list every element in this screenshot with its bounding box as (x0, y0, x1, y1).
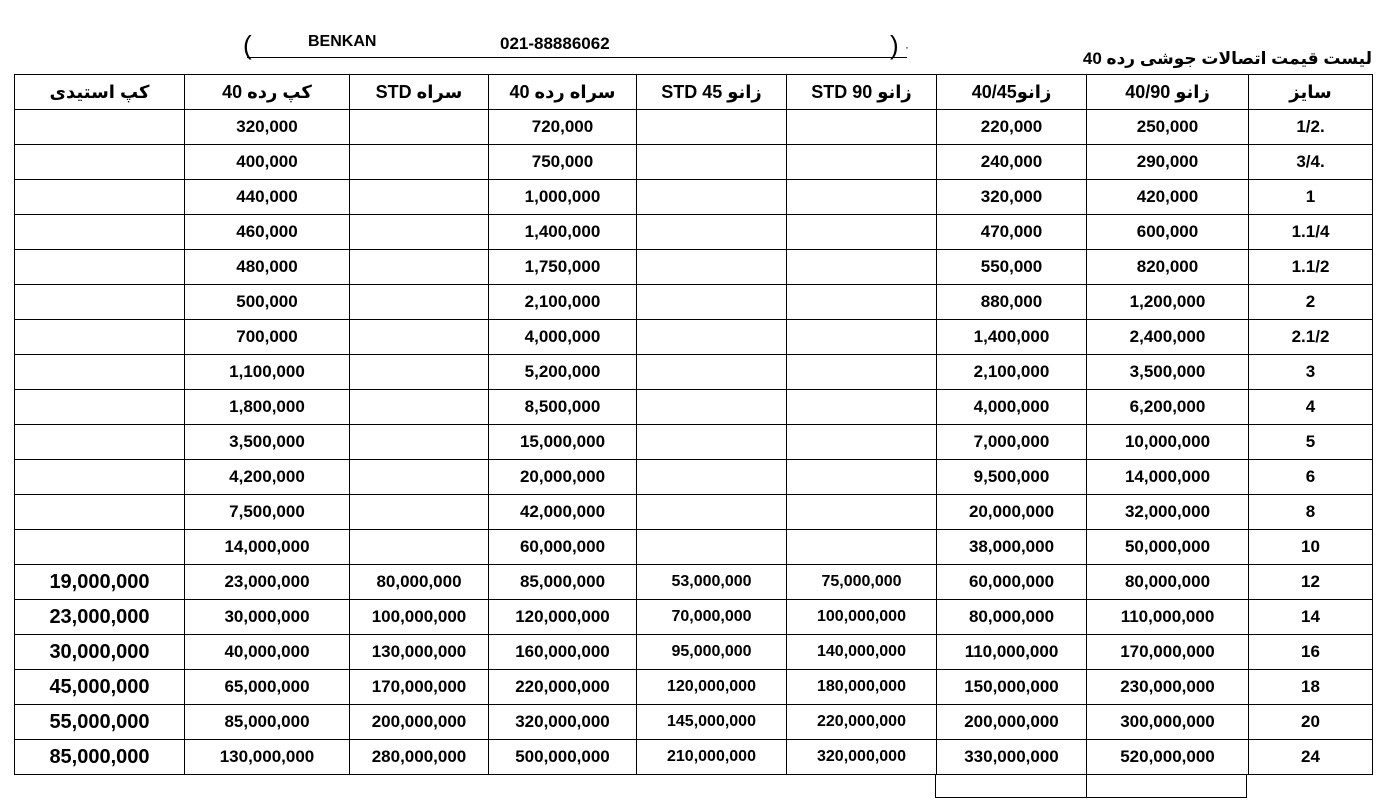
price-cell: 200,000,000 (937, 705, 1087, 740)
price-cell: 170,000,000 (350, 670, 489, 705)
price-cell: 700,000 (185, 320, 350, 355)
price-cell: 1,200,000 (1087, 285, 1249, 320)
table-row (15, 285, 1373, 320)
price-cell (15, 320, 185, 355)
size-cell: 20 (1249, 705, 1373, 740)
price-cell: 100,000,000 (787, 600, 937, 635)
price-cell (787, 495, 937, 530)
price-cell: 440,000 (185, 180, 350, 215)
price-cell: 23,000,000 (15, 600, 185, 635)
size-cell: 18 (1249, 670, 1373, 705)
table-row (15, 390, 1373, 425)
price-cell (637, 390, 787, 425)
price-cell: 220,000 (937, 110, 1087, 145)
price-cell: 45,000,000 (15, 670, 185, 705)
price-cell: 3,500,000 (1087, 355, 1249, 390)
price-cell: 550,000 (937, 250, 1087, 285)
size-cell: 16 (1249, 635, 1373, 670)
price-cell: 470,000 (937, 215, 1087, 250)
price-cell: 6,200,000 (1087, 390, 1249, 425)
price-cell (350, 530, 489, 565)
table-row (15, 740, 1373, 775)
price-cell: 160,000,000 (489, 635, 637, 670)
price-cell (350, 495, 489, 530)
price-cell: 85,000,000 (185, 705, 350, 740)
size-cell: 4 (1249, 390, 1373, 425)
phone-number: 021-88886062 (500, 34, 610, 53)
price-cell (15, 355, 185, 390)
price-cell: 9,500,000 (937, 460, 1087, 495)
price-cell: 180,000,000 (787, 670, 937, 705)
price-cell: 23,000,000 (185, 565, 350, 600)
price-cell: 4,000,000 (489, 320, 637, 355)
price-cell: 210,000,000 (637, 740, 787, 775)
price-cell: 880,000 (937, 285, 1087, 320)
table-row (15, 460, 1373, 495)
price-cell: 80,000,000 (350, 565, 489, 600)
price-cell (637, 145, 787, 180)
size-cell: 8 (1249, 495, 1373, 530)
price-cell (787, 460, 937, 495)
column-header-elbow45-sch40: زانو40/45 (937, 75, 1087, 110)
price-cell (15, 250, 185, 285)
price-cell: 4,000,000 (937, 390, 1087, 425)
price-cell: 7,000,000 (937, 425, 1087, 460)
price-cell: 220,000,000 (787, 705, 937, 740)
price-cell: 145,000,000 (637, 705, 787, 740)
table-row (15, 495, 1373, 530)
price-cell: 140,000,000 (787, 635, 937, 670)
price-cell: 130,000,000 (350, 635, 489, 670)
price-cell: 480,000 (185, 250, 350, 285)
price-cell (15, 285, 185, 320)
price-cell (15, 110, 185, 145)
price-cell: 55,000,000 (15, 705, 185, 740)
header-paren-open: ( (243, 30, 252, 60)
size-cell: 2 (1249, 285, 1373, 320)
price-cell (350, 110, 489, 145)
price-cell: 20,000,000 (937, 495, 1087, 530)
column-header-elbow45-std: زانو STD 45 (637, 75, 787, 110)
price-cell (637, 530, 787, 565)
price-cell (350, 460, 489, 495)
price-cell: 250,000 (1087, 110, 1249, 145)
price-cell (15, 180, 185, 215)
price-cell (787, 250, 937, 285)
price-cell: 8,500,000 (489, 390, 637, 425)
header-dot: · (905, 40, 909, 54)
price-cell: 2,400,000 (1087, 320, 1249, 355)
price-cell: 10,000,000 (1087, 425, 1249, 460)
price-cell: 2,100,000 (937, 355, 1087, 390)
price-cell: 20,000,000 (489, 460, 637, 495)
price-cell: 320,000 (937, 180, 1087, 215)
price-cell: 3,500,000 (185, 425, 350, 460)
price-cell: 220,000,000 (489, 670, 637, 705)
price-cell: 60,000,000 (489, 530, 637, 565)
price-cell (637, 215, 787, 250)
price-cell (637, 320, 787, 355)
price-cell: 2,100,000 (489, 285, 637, 320)
table-row (15, 705, 1373, 740)
price-cell: 460,000 (185, 215, 350, 250)
table-row (15, 355, 1373, 390)
column-header-cap-std: کپ استیدی (15, 75, 185, 110)
size-cell: 1.1/2 (1249, 250, 1373, 285)
price-cell: 1,000,000 (489, 180, 637, 215)
table-row (15, 635, 1373, 670)
table-row (15, 215, 1373, 250)
price-cell (787, 355, 937, 390)
header-underline (247, 57, 907, 58)
price-cell: 520,000,000 (1087, 740, 1249, 775)
price-cell (350, 215, 489, 250)
price-cell: 750,000 (489, 145, 637, 180)
size-cell: 24 (1249, 740, 1373, 775)
price-cell: 130,000,000 (185, 740, 350, 775)
price-cell: 80,000,000 (937, 600, 1087, 635)
price-cell: 40,000,000 (185, 635, 350, 670)
price-cell (787, 110, 937, 145)
price-cell: 500,000 (185, 285, 350, 320)
price-cell: 100,000,000 (350, 600, 489, 635)
header-paren-close: ) (890, 30, 899, 60)
price-cell: 30,000,000 (185, 600, 350, 635)
size-cell: 1.1/4 (1249, 215, 1373, 250)
price-cell (637, 355, 787, 390)
price-cell: 42,000,000 (489, 495, 637, 530)
price-cell (787, 285, 937, 320)
price-cell: 280,000,000 (350, 740, 489, 775)
price-cell (637, 460, 787, 495)
price-cell: 1,750,000 (489, 250, 637, 285)
table-row (15, 530, 1373, 565)
price-cell (350, 390, 489, 425)
price-cell: 290,000 (1087, 145, 1249, 180)
size-cell: 1 (1249, 180, 1373, 215)
price-cell (350, 250, 489, 285)
price-cell (787, 145, 937, 180)
price-cell (637, 250, 787, 285)
price-cell (350, 180, 489, 215)
price-cell: 4,200,000 (185, 460, 350, 495)
footer-empty-cells (935, 774, 1247, 798)
price-cell (637, 180, 787, 215)
price-cell: 38,000,000 (937, 530, 1087, 565)
price-cell: 95,000,000 (637, 635, 787, 670)
price-cell: 110,000,000 (937, 635, 1087, 670)
price-cell: 320,000,000 (489, 705, 637, 740)
price-cell (15, 215, 185, 250)
price-cell: 320,000 (185, 110, 350, 145)
price-cell (15, 530, 185, 565)
table-row (15, 565, 1373, 600)
price-table (14, 74, 1373, 775)
price-cell (15, 145, 185, 180)
price-cell (637, 495, 787, 530)
price-cell: 14,000,000 (1087, 460, 1249, 495)
price-cell: 300,000,000 (1087, 705, 1249, 740)
price-cell (350, 355, 489, 390)
price-cell: 120,000,000 (489, 600, 637, 635)
price-cell (15, 425, 185, 460)
table-header-row (15, 75, 1373, 110)
size-cell: 6 (1249, 460, 1373, 495)
price-cell: 330,000,000 (937, 740, 1087, 775)
page-title: لیست قیمت اتصالات جوشی رده 40 (1082, 49, 1372, 68)
table-row (15, 600, 1373, 635)
company-name: BENKAN (308, 33, 377, 50)
size-cell: 14 (1249, 600, 1373, 635)
price-cell (637, 425, 787, 460)
price-cell (350, 425, 489, 460)
price-cell: 720,000 (489, 110, 637, 145)
price-cell: 60,000,000 (937, 565, 1087, 600)
price-cell: 70,000,000 (637, 600, 787, 635)
column-header-elbow90-sch40: زانو 40/90 (1087, 75, 1249, 110)
size-cell: 12 (1249, 565, 1373, 600)
price-cell (787, 180, 937, 215)
table-row (15, 145, 1373, 180)
table-row (15, 320, 1373, 355)
price-cell: 50,000,000 (1087, 530, 1249, 565)
price-cell (787, 320, 937, 355)
column-header-size: سایز (1249, 75, 1373, 110)
table-row (15, 110, 1373, 145)
size-cell: 5 (1249, 425, 1373, 460)
price-cell: 75,000,000 (787, 565, 937, 600)
price-cell: 53,000,000 (637, 565, 787, 600)
size-cell: 3/4. (1249, 145, 1373, 180)
price-cell: 85,000,000 (489, 565, 637, 600)
price-cell: 14,000,000 (185, 530, 350, 565)
column-header-elbow90-std: زانو STD 90 (787, 75, 937, 110)
price-cell (787, 215, 937, 250)
price-cell: 170,000,000 (1087, 635, 1249, 670)
column-header-tee-sch40: سراه رده 40 (489, 75, 637, 110)
price-cell (787, 425, 937, 460)
price-cell: 600,000 (1087, 215, 1249, 250)
price-cell: 1,100,000 (185, 355, 350, 390)
size-cell: 3 (1249, 355, 1373, 390)
price-cell: 65,000,000 (185, 670, 350, 705)
price-cell: 19,000,000 (15, 565, 185, 600)
price-cell: 110,000,000 (1087, 600, 1249, 635)
price-cell: 1,800,000 (185, 390, 350, 425)
table-row (15, 250, 1373, 285)
price-cell: 32,000,000 (1087, 495, 1249, 530)
price-cell (637, 110, 787, 145)
price-cell: 420,000 (1087, 180, 1249, 215)
price-cell: 30,000,000 (15, 635, 185, 670)
price-cell: 1,400,000 (489, 215, 637, 250)
price-cell: 80,000,000 (1087, 565, 1249, 600)
price-cell (350, 320, 489, 355)
price-cell: 320,000,000 (787, 740, 937, 775)
price-cell (787, 530, 937, 565)
price-cell: 1,400,000 (937, 320, 1087, 355)
column-header-cap-sch40: کپ رده 40 (185, 75, 350, 110)
price-cell: 15,000,000 (489, 425, 637, 460)
price-cell (15, 460, 185, 495)
price-cell (350, 145, 489, 180)
price-cell (637, 285, 787, 320)
price-cell: 5,200,000 (489, 355, 637, 390)
price-cell (787, 390, 937, 425)
price-cell: 7,500,000 (185, 495, 350, 530)
table-row (15, 180, 1373, 215)
price-cell: 500,000,000 (489, 740, 637, 775)
table-row (15, 670, 1373, 705)
size-cell: 1/2. (1249, 110, 1373, 145)
price-cell: 200,000,000 (350, 705, 489, 740)
price-cell: 230,000,000 (1087, 670, 1249, 705)
price-cell: 150,000,000 (937, 670, 1087, 705)
size-cell: 2.1/2 (1249, 320, 1373, 355)
price-cell: 400,000 (185, 145, 350, 180)
table-row (15, 425, 1373, 460)
price-cell (15, 390, 185, 425)
price-cell (350, 285, 489, 320)
footer-cell-divider (1086, 774, 1087, 797)
size-cell: 10 (1249, 530, 1373, 565)
column-header-tee-std: سراه STD (350, 75, 489, 110)
price-cell: 120,000,000 (637, 670, 787, 705)
price-cell (15, 495, 185, 530)
price-cell: 820,000 (1087, 250, 1249, 285)
price-cell: 240,000 (937, 145, 1087, 180)
price-cell: 85,000,000 (15, 740, 185, 775)
